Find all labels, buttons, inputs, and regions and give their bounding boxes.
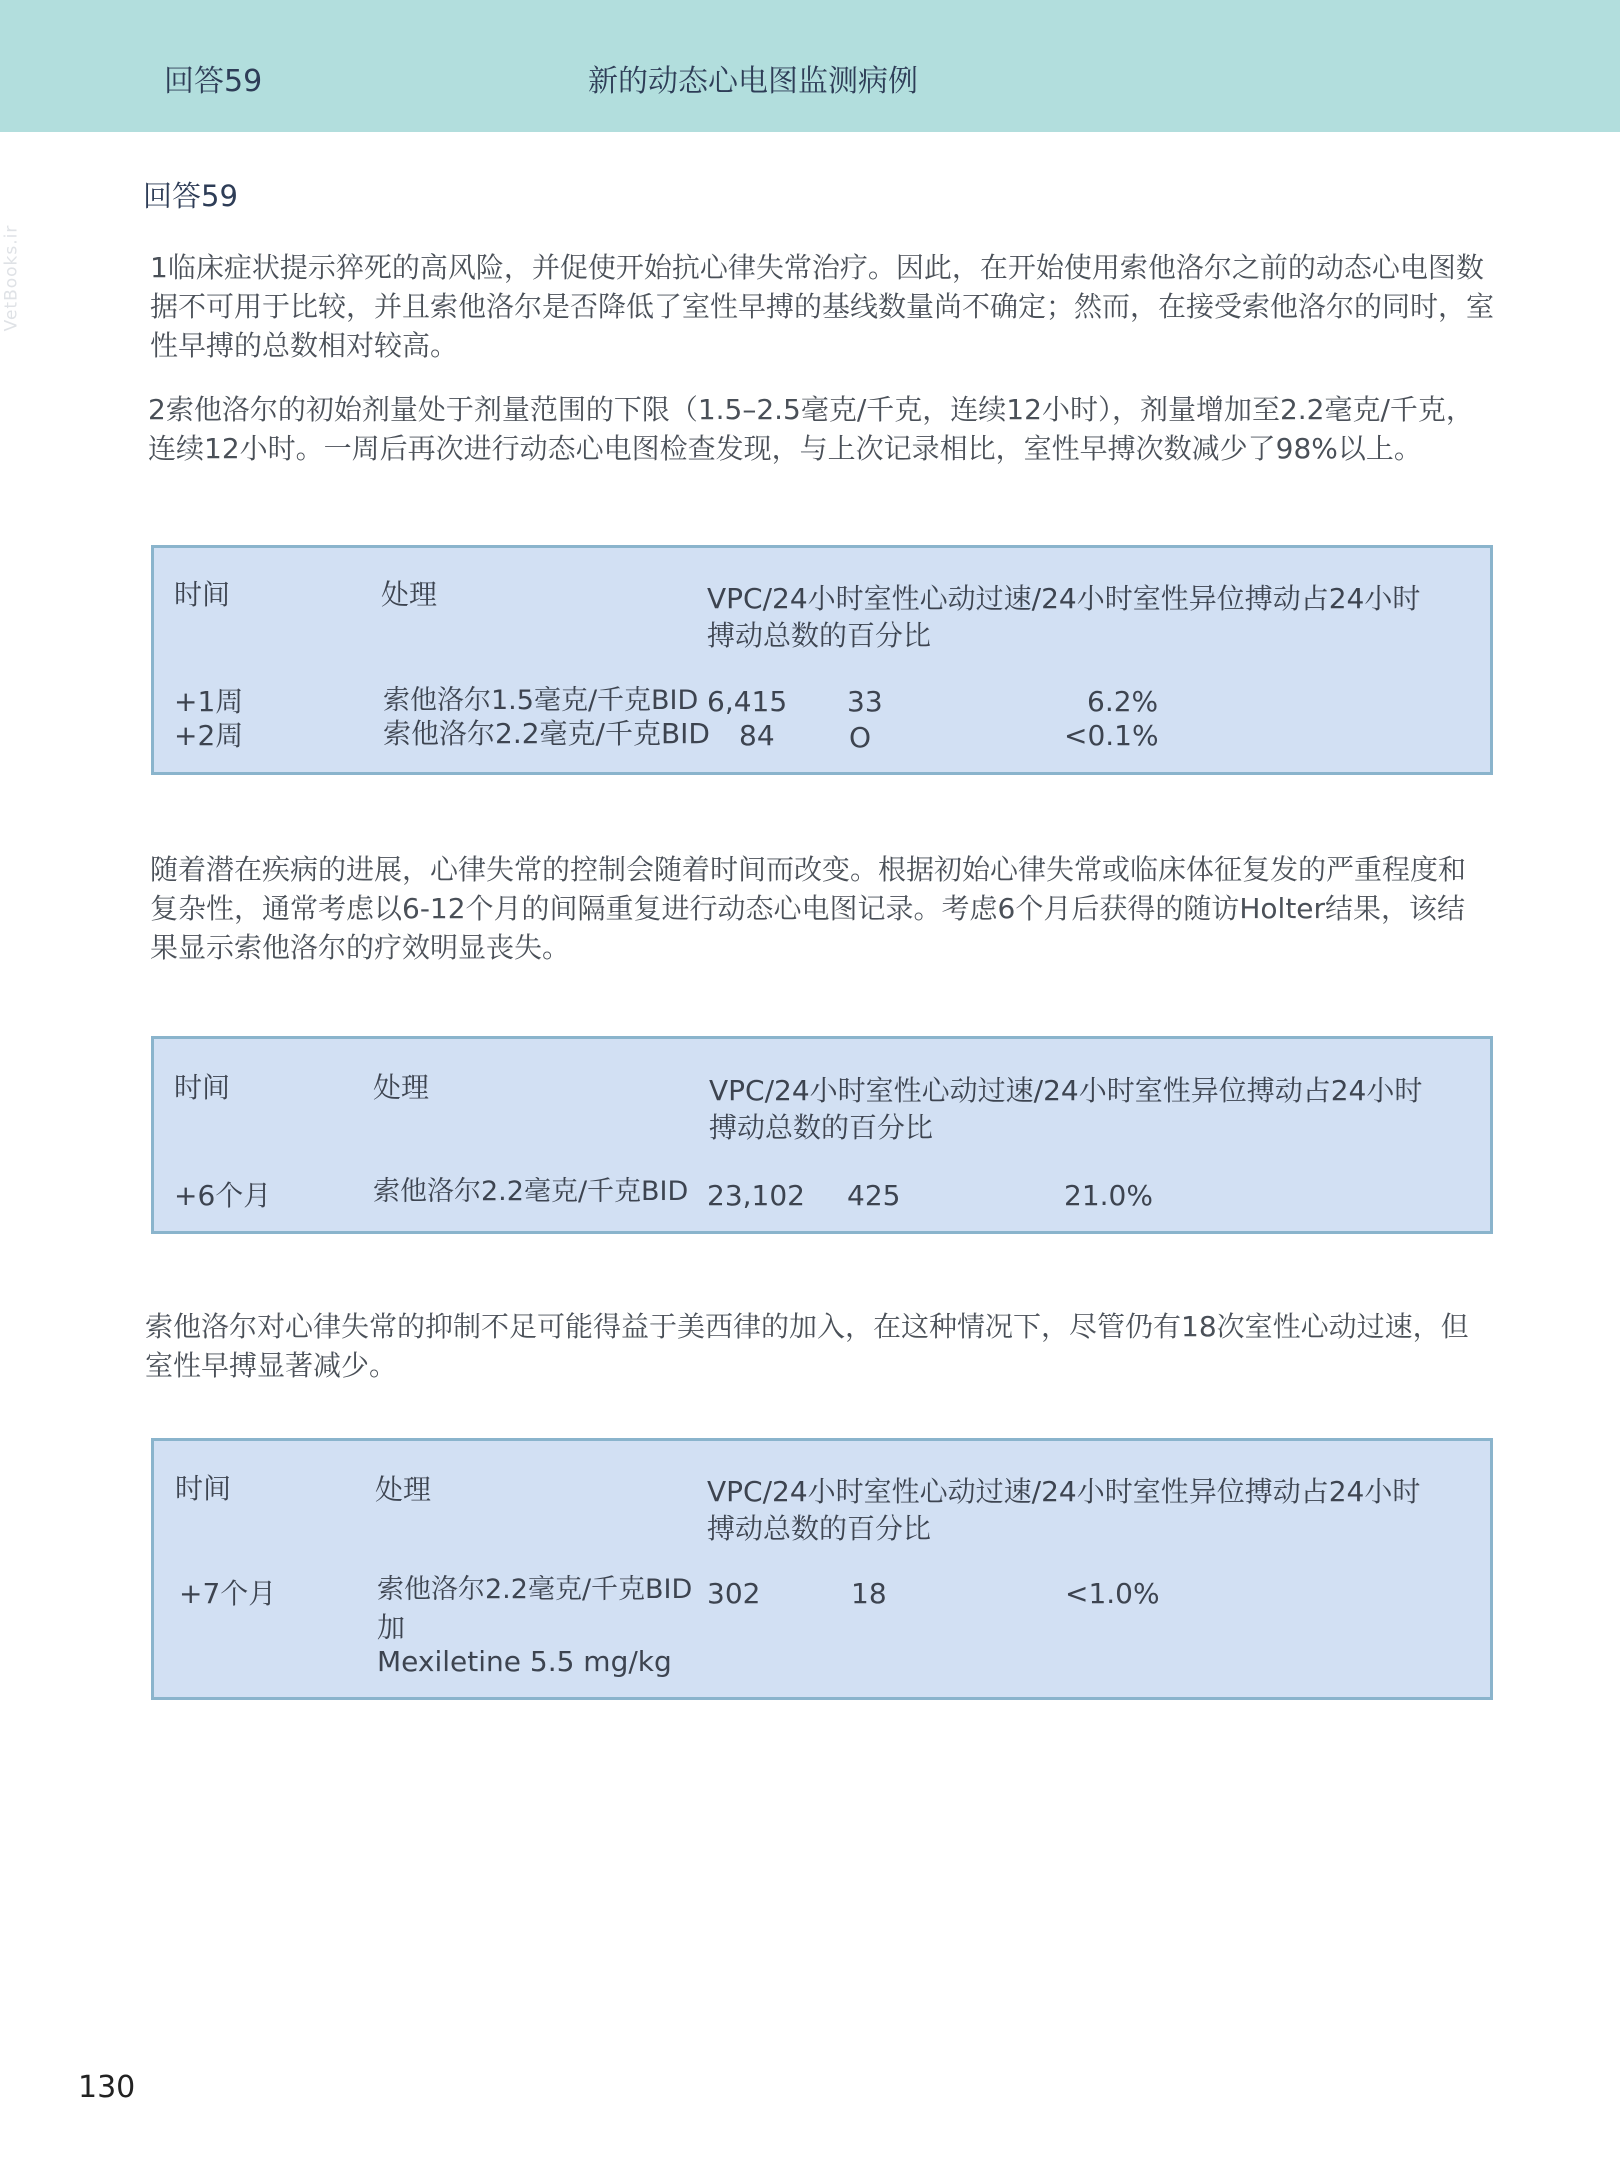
paragraph-3: 随着潜在疾病的进展，心律失常的控制会随着时间而改变。根据初始心律失常或临床体征复发的严重程度和复杂性，通常考虑以6-12个月的间隔重复进行动态心电图记录。考虑6个月后获得的随访Holter结果，该结果显示索他洛尔的疗效明显丧失。 bbox=[150, 853, 1467, 964]
header-metrics: VPC/24小时室性心动过速/24小时室性异位搏动占24小时搏动总数的百分比 bbox=[709, 1074, 1423, 1144]
row-time: +2周 bbox=[174, 719, 244, 752]
page-number: 130 bbox=[78, 2070, 136, 2105]
row-vt: 33 bbox=[847, 685, 883, 718]
header-time: 时间 bbox=[175, 1472, 232, 1505]
row-vpc: 6,415 bbox=[707, 685, 788, 718]
holter-table-3 bbox=[151, 1438, 1493, 1700]
row-pct: 21.0% bbox=[1064, 1179, 1153, 1212]
row-treatment: 索他洛尔2.2毫克/千克BID bbox=[383, 717, 710, 750]
row-time: +7个月 bbox=[179, 1577, 277, 1610]
row-vpc: 23,102 bbox=[707, 1179, 805, 1212]
header-chapter-label: 回答59 bbox=[164, 64, 263, 99]
holter-table-1 bbox=[151, 545, 1493, 775]
page-header bbox=[0, 0, 1620, 132]
row-pct: <1.0% bbox=[1065, 1577, 1160, 1610]
row-vt: 425 bbox=[847, 1179, 901, 1212]
paragraph-4: 索他洛尔对心律失常的抑制不足可能得益于美西律的加入，在这种情况下，尽管仍有18次室性心动过速，但室性早搏显著减少。 bbox=[145, 1310, 1469, 1382]
row-vpc: 302 bbox=[707, 1577, 761, 1610]
paragraph-1: 1临床症状提示猝死的高风险，并促使开始抗心律失常治疗。因此，在开始使用索他洛尔之前的动态心电图数据不可用于比较，并且索他洛尔是否降低了室性早搏的基线数量尚不确定；然而，在接受索他洛尔的同时，室性早搏的总数相对较高。 bbox=[150, 251, 1495, 362]
row-vpc: 84 bbox=[739, 719, 775, 752]
row-vt: O bbox=[849, 721, 872, 754]
header-metrics: VPC/24小时室性心动过速/24小时室性异位搏动占24小时搏动总数的百分比 bbox=[707, 582, 1421, 652]
paragraph-2: 2索他洛尔的初始剂量处于剂量范围的下限（1.5–2.5毫克/千克，连续12小时），剂量增加至2.2毫克/千克，连续12小时。一周后再次进行动态心电图检查发现，与上次记录相比，室性早搏次数减少了98%以上。 bbox=[148, 393, 1474, 465]
row-treatment: 索他洛尔1.5毫克/千克BID bbox=[383, 685, 699, 716]
row-treatment-addon: Mexiletine 5.5 mg/kg bbox=[377, 1645, 672, 1678]
row-time: +6个月 bbox=[174, 1179, 272, 1212]
header-treatment: 处理 bbox=[373, 1071, 430, 1104]
section-title: 回答59 bbox=[143, 179, 238, 213]
row-treatment: 索他洛尔2.2毫克/千克BID bbox=[373, 1176, 689, 1207]
header-title: 新的动态心电图监测病例 bbox=[588, 64, 918, 99]
header-treatment: 处理 bbox=[381, 578, 438, 611]
header-time: 时间 bbox=[174, 578, 231, 611]
holter-table-2 bbox=[151, 1036, 1493, 1234]
row-vt: 18 bbox=[851, 1577, 887, 1610]
row-pct: <0.1% bbox=[1064, 719, 1159, 752]
row-time: +1周 bbox=[174, 685, 244, 718]
header-metrics: VPC/24小时室性心动过速/24小时室性异位搏动占24小时搏动总数的百分比 bbox=[707, 1475, 1421, 1545]
row-treatment: 索他洛尔2.2毫克/千克BID bbox=[377, 1574, 693, 1605]
watermark: VetBooks.ir bbox=[1, 224, 22, 332]
row-pct: 6.2% bbox=[1087, 685, 1159, 718]
header-treatment: 处理 bbox=[375, 1473, 432, 1506]
row-treatment-conjunction: 加 bbox=[377, 1611, 406, 1644]
header-time: 时间 bbox=[174, 1071, 231, 1104]
